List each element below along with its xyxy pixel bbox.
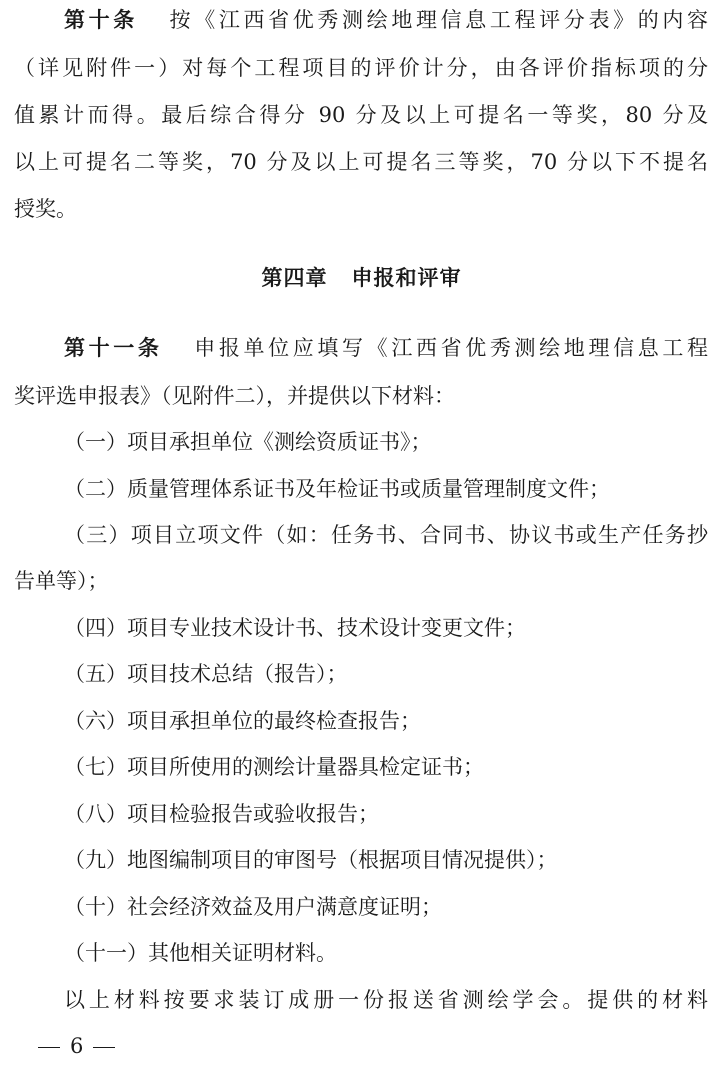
article-10-line-5: 授奖。 [14, 197, 77, 221]
article-11-heading: 第十一条 [64, 336, 163, 360]
footer-dash-left [38, 1047, 60, 1048]
article-10-line-3: 值累计而得。最后综合得分 90 分及以上可提名一等奖，80 分及 [14, 103, 708, 127]
list-item: （四）项目专业技术设计书、技术设计变更文件； [64, 616, 526, 640]
page-number: 6 [70, 1034, 84, 1058]
chapter-heading [0, 264, 723, 292]
list-item: （三）项目立项文件（如：任务书、合同书、协议书或生产任务抄 [64, 523, 708, 547]
closing-paragraph: 以上材料按要求装订成册一份报送省测绘学会。提供的材料 [64, 988, 708, 1012]
list-item: （七）项目所使用的测绘计量器具检定证书； [64, 755, 484, 779]
article-10-heading: 第十条 [64, 8, 138, 32]
list-item: （十一）其他相关证明材料。 [64, 941, 337, 965]
article-11-text-1: 申报单位应填写《江西省优秀测绘地理信息工程 [190, 336, 708, 360]
list-item: （十）社会经济效益及用户满意度证明； [64, 895, 442, 919]
footer-dash-right [93, 1047, 115, 1048]
chapter-title: 申报和评审 [351, 266, 462, 290]
article-10-line-1 [64, 6, 708, 34]
list-item: （一）项目承担单位《测绘资质证书》； [64, 430, 432, 454]
chapter-number: 第四章 [261, 266, 328, 290]
page-footer [28, 1032, 125, 1060]
article-10-line-2: （详见附件一）对每个工程项目的评价计分，由各评价指标项的分 [14, 56, 708, 80]
list-item: （二）质量管理体系证书及年检证书或质量管理制度文件； [64, 477, 610, 501]
list-item: （六）项目承担单位的最终检查报告； [64, 709, 421, 733]
list-item: （九）地图编制项目的审图号（根据项目情况提供）； [64, 848, 558, 872]
article-10-line-4: 以上可提名二等奖，70 分及以上可提名三等奖，70 分以下不提名 [14, 150, 708, 174]
article-10-text-1: 按《江西省优秀测绘地理信息工程评分表》的内容 [165, 8, 708, 32]
article-11-line-2: 奖评选申报表》（见附件二），并提供以下材料： [14, 384, 455, 408]
list-item: （五）项目技术总结（报告）； [64, 662, 348, 686]
list-item: （八）项目检验报告或验收报告； [64, 802, 379, 826]
article-11-line-1 [64, 334, 708, 362]
list-item-continuation: 告单等）； [14, 569, 109, 593]
